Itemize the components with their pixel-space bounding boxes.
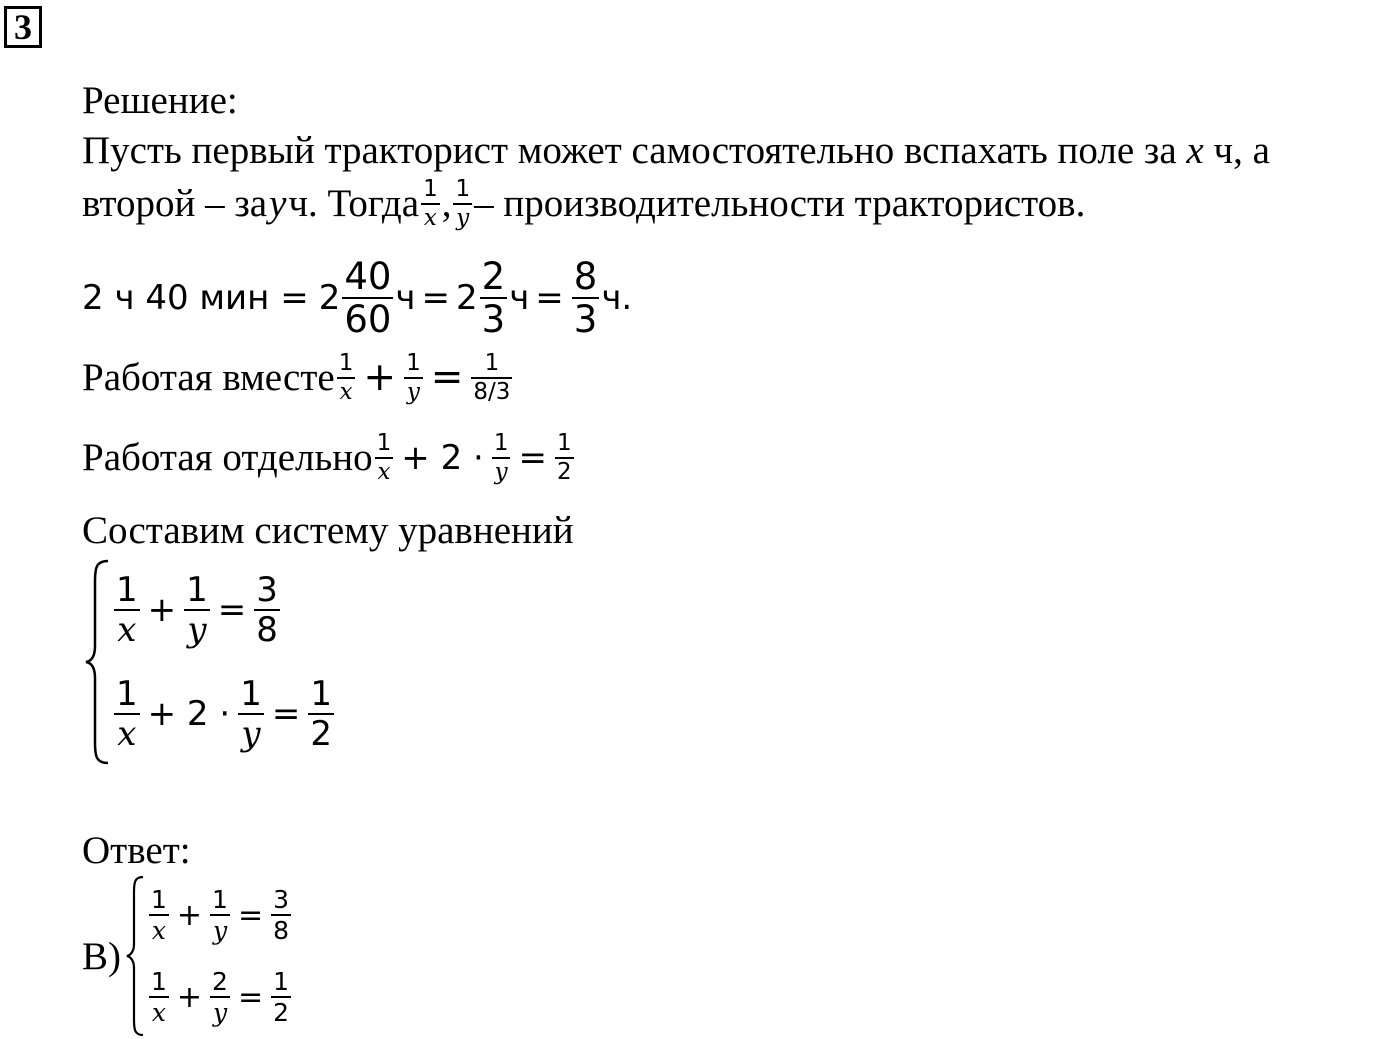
separately-label: Работая отдельно — [82, 436, 373, 479]
fraction-40-60: $\frac{40}{60}$ — [344, 255, 392, 341]
answer-heading: Ответ: — [82, 829, 191, 872]
intro-text: Пусть первый тракторист может самостоятельно вспахать поле за — [82, 129, 1187, 172]
answer-brace-icon — [125, 874, 145, 1038]
ans2-frac-y: $\frac{2}{y}$ — [212, 967, 228, 1027]
together-plus: + — [363, 355, 397, 400]
intro-tail: ч, а — [1203, 129, 1270, 172]
separately-plus: + 2 · — [401, 438, 484, 478]
sys2-plus: + 2 · — [147, 694, 231, 734]
equals-1: = — [421, 278, 451, 318]
together-frac-x: $\frac{1}{x}$ — [338, 350, 354, 405]
time-lead: 2 ч 40 мин = — [82, 278, 309, 318]
time-conversion — [82, 255, 633, 341]
answer-equation-1 — [147, 874, 293, 956]
system-heading: Составим систему уравнений — [82, 509, 574, 552]
sys1-frac-x: $\frac{1}{x}$ — [116, 570, 138, 650]
system-equation-1 — [112, 558, 336, 662]
problem-number: 3 — [4, 6, 42, 48]
var-x: x — [1186, 129, 1204, 172]
var-y: y — [269, 182, 287, 225]
ans2-rhs: $\frac{1}{2}$ — [273, 967, 289, 1027]
together-equals: = — [430, 355, 464, 400]
sys2-rhs: $\frac{1}{2}$ — [310, 674, 332, 754]
ans2-plus: + — [176, 979, 203, 1015]
intro-line-1 — [82, 128, 1270, 174]
unit-1: ч — [395, 278, 416, 318]
separately-frac-y: $\frac{1}{y}$ — [493, 430, 509, 485]
fraction-8-3: $\frac{8}{3}$ — [573, 255, 598, 341]
separately-frac-x: $\frac{1}{x}$ — [376, 430, 392, 485]
system-equation-2 — [112, 662, 336, 766]
comma: , — [441, 182, 452, 225]
together-line — [82, 352, 514, 404]
together-frac-y: $\frac{1}{y}$ — [406, 350, 421, 405]
sys1-equals: = — [217, 590, 247, 630]
equals-2: = — [535, 278, 564, 318]
solution-heading: Решение: — [82, 79, 238, 122]
sys1-rhs: $\frac{3}{8}$ — [256, 570, 278, 650]
ans1-equals: = — [237, 897, 264, 933]
separately-rhs: $\frac{1}{2}$ — [556, 430, 572, 485]
intro-line-2 — [82, 178, 1085, 230]
ans1-rhs: $\frac{3}{8}$ — [273, 885, 289, 945]
intro-line2-tail: – производительности трактористов. — [474, 182, 1086, 225]
ans1-plus: + — [176, 897, 203, 933]
answer-block — [82, 874, 293, 1038]
end-unit: ч. — [601, 278, 633, 318]
separately-equals: = — [518, 438, 547, 478]
ans1-frac-x: $\frac{1}{x}$ — [151, 885, 167, 945]
sys1-plus: + — [147, 590, 177, 630]
intro-line2-start: второй – за — [82, 182, 268, 225]
sys2-frac-y: $\frac{1}{y}$ — [240, 674, 262, 754]
ans2-equals: = — [237, 979, 264, 1015]
ans2-frac-x: $\frac{1}{x}$ — [151, 967, 167, 1027]
fraction-2-3: $\frac{2}{3}$ — [481, 255, 506, 341]
intro-line2-mid: ч. Тогда — [288, 182, 420, 225]
answer-equation-2 — [147, 956, 293, 1038]
equation-system — [84, 558, 336, 766]
whole-1: 2 — [318, 278, 341, 318]
sys1-frac-y: $\frac{1}{y}$ — [186, 570, 208, 650]
left-brace-icon — [84, 558, 110, 766]
whole-2: 2 — [456, 278, 478, 318]
together-rhs: $\frac{1}{8/3}$ — [473, 350, 511, 405]
answer-option: В) — [82, 934, 121, 978]
fraction-1-over-x: $\frac{1}{x}$ — [423, 176, 438, 231]
together-label: Работая вместе — [82, 356, 335, 399]
separately-line — [82, 432, 576, 484]
sys2-frac-x: $\frac{1}{x}$ — [116, 674, 138, 754]
sys2-equals: = — [271, 694, 301, 734]
unit-2: ч — [509, 278, 530, 318]
ans1-frac-y: $\frac{1}{y}$ — [212, 885, 228, 945]
fraction-1-over-y: $\frac{1}{y}$ — [455, 176, 471, 231]
